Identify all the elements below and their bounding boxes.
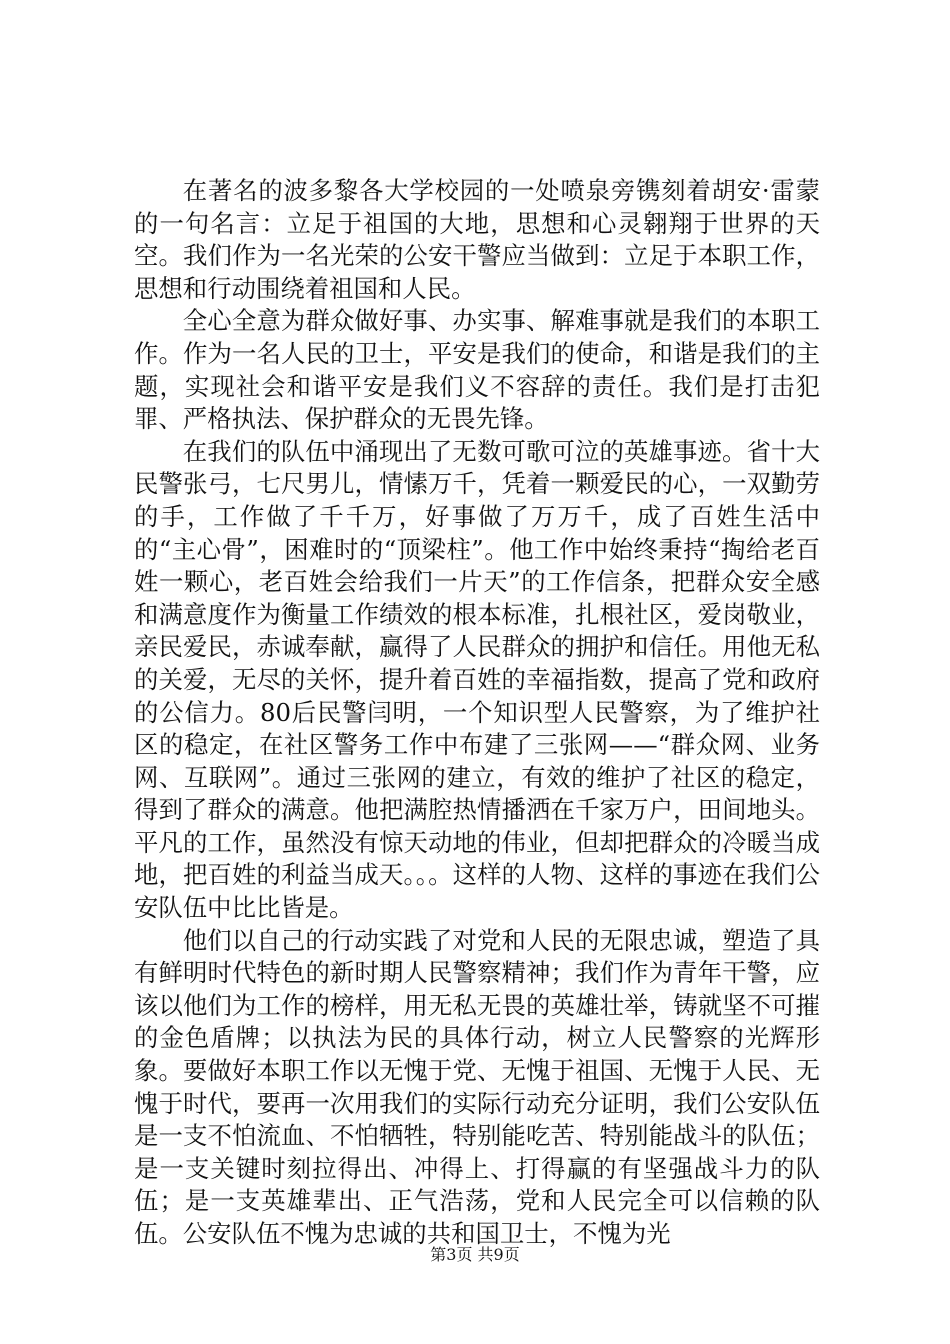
paragraph-3: 在我们的队伍中涌现出了无数可歌可泣的英雄事迹。省十大民警张弓，七尺男儿，情愫万千，凭着一颗爱民的心，一双勤劳的手，工作做了千千万，好事做了万万千，成了百姓生活中的“主心骨”，困难时的“顶梁柱”。他工作中始终秉持“掏给老百姓一颗心，老百姓会给我们一片天”的工作信条，把群众安全感和满意度作为衡量工作绩效的根本标准，扎根社区，爱岗敬业，亲民爱民，赤诚奉献，赢得了人民群众的拥护和信任。用他无私的关爱，无尽的关怀，提升着百姓的幸福指数，提高了党和政府的公信力。80后民警闫明，一个知识型人民警察，为了维护社区的稳定，在社区警务工作中布建了三张网——“群众网、业务网、互联网”。通过三张网的建立，有效的维护了社区的稳定，得到了群众的满意。他把满腔热情播洒在千家万户，田间地头。平凡的工作，虽然没有惊天动地的伟业，但却把群众的冷暖当成地，把百姓的利益当成天。。。这样的人物、这样的事迹在我们公安队伍中比比皆是。 — [134, 436, 820, 923]
page-number-label: 第3页 共9页 — [430, 1245, 520, 1264]
paragraph-4: 他们以自己的行动实践了对党和人民的无限忠诚，塑造了具有鲜明时代特色的新时期人民警察精神；我们作为青年干警，应该以他们为工作的榜样，用无私无畏的英雄壮举，铸就坚不可摧的金色盾牌；以执法为民的具体行动，树立人民警察的光辉形象。要做好本职工作以无愧于党、无愧于祖国、无愧于人民、无愧于时代，要再一次用我们的实际行动充分证明，我们公安队伍是一支不怕流血、不怕牺牲，特别能吃苦、特别能战斗的队伍；是一支关键时刻拉得出、冲得上、打得赢的有坚强战斗力的队伍；是一支英雄辈出、正气浩荡，党和人民完全可以信赖的队伍。公安队伍不愧为忠诚的共和国卫士，不愧为光 — [134, 925, 820, 1248]
document-body — [134, 175, 820, 1251]
paragraph-1: 在著名的波多黎各大学校园的一处喷泉旁镌刻着胡安·雷蒙的一句名言：立足于祖国的大地，思想和心灵翱翔于世界的天空。我们作为一名光荣的公安干警应当做到：立足于本职工作，思想和行动围绕着祖国和人民。 — [134, 176, 820, 303]
page-footer — [0, 1245, 950, 1265]
paragraph-2: 全心全意为群众做好事、办实事、解难事就是我们的本职工作。作为一名人民的卫士，平安是我们的使命，和谐是我们的主题，实现社会和谐平安是我们义不容辞的责任。我们是打击犯罪、严格执法、保护群众的无畏先锋。 — [134, 306, 820, 434]
